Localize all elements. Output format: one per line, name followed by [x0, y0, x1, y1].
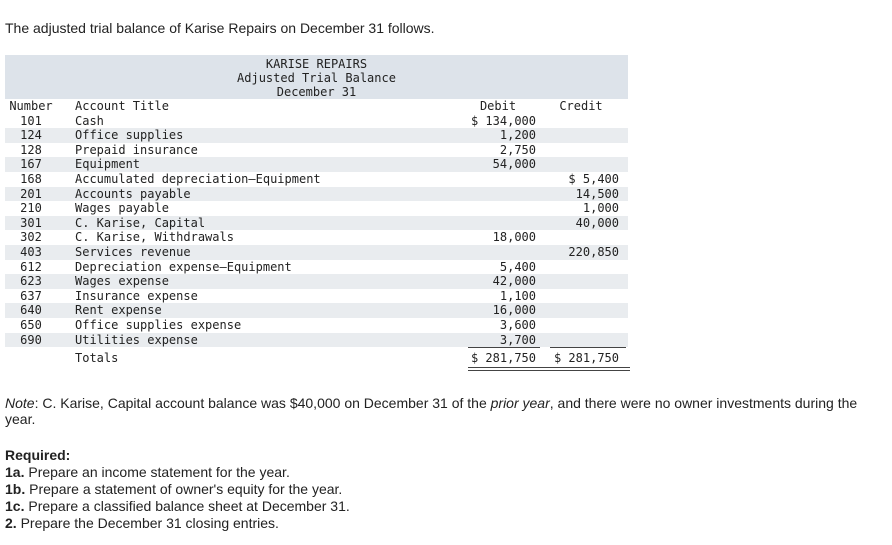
note-text-2: , and there were no owner investments during the year. [5, 395, 858, 427]
table-row [5, 318, 628, 333]
account-number: 403 [20, 244, 42, 259]
credit-amount: 220,850 [568, 244, 619, 259]
account-title: Depreciation expense—Equipment [75, 259, 292, 274]
account-number: 637 [20, 288, 42, 303]
required-heading: Required: [5, 447, 71, 463]
required-item: 1a. Prepare an income statement for the year. [5, 464, 290, 480]
account-number: 167 [20, 157, 42, 172]
table-row [5, 187, 628, 202]
header-debit: Debit [479, 99, 517, 113]
table-row [5, 289, 628, 304]
account-title: C. Karise, Withdrawals [75, 230, 234, 245]
account-number: 210 [20, 201, 42, 216]
account-number: 201 [20, 186, 42, 201]
required-item: 2. Prepare the December 31 closing entries. [5, 515, 279, 531]
note-paragraph [5, 395, 890, 427]
account-title: Utilities expense [75, 332, 198, 347]
intro-text: The adjusted trial balance of Karise Repairs on December 31 follows. [5, 20, 435, 36]
header-number: Number [9, 99, 53, 113]
credit-amount: 1,000 [582, 201, 619, 216]
debit-amount: 1,200 [499, 128, 536, 143]
table-row [5, 230, 628, 245]
trial-balance-table [5, 55, 628, 369]
table-row [5, 216, 628, 231]
account-number: 168 [20, 171, 42, 186]
account-title: Services revenue [75, 244, 191, 259]
column-headers [5, 99, 628, 114]
table-heading [5, 55, 628, 99]
debit-amount: 16,000 [492, 303, 536, 318]
account-number: 101 [20, 113, 42, 128]
account-title: Wages payable [75, 201, 169, 216]
account-title: Rent expense [75, 303, 162, 318]
account-title: Prepaid insurance [75, 142, 198, 157]
debit-amount: 54,000 [492, 157, 536, 172]
note-text-1: : C. Karise, Capital account balance was $40,000 on December 31 of the [34, 395, 491, 411]
table-row [5, 274, 628, 289]
table-row [5, 260, 628, 275]
debit-amount: 42,000 [492, 274, 536, 289]
account-number: 650 [20, 317, 42, 332]
table-row [5, 157, 628, 172]
account-title: C. Karise, Capital [75, 215, 206, 230]
totals-label: Totals [75, 351, 119, 366]
account-number: 623 [20, 274, 42, 289]
table-body [5, 114, 628, 348]
credit-amount: $ 5,400 [568, 171, 619, 186]
credit-amount: 14,500 [575, 186, 619, 201]
debit-amount: 3,700 [499, 332, 536, 347]
debit-amount: 3,600 [499, 317, 536, 332]
statement-title: Adjusted Trial Balance [237, 71, 396, 85]
table-row [5, 172, 628, 187]
debit-amount: 5,400 [499, 259, 536, 274]
totals-debit: $ 281,750 [470, 351, 536, 366]
statement-date: December 31 [276, 85, 357, 99]
note-emphasis: prior year [490, 395, 550, 411]
account-title: Accounts payable [75, 186, 191, 201]
account-number: 612 [20, 259, 42, 274]
account-title: Accumulated depreciation—Equipment [75, 171, 321, 186]
note-label: Note [5, 395, 35, 411]
header-credit: Credit [559, 99, 603, 113]
table-row [5, 128, 628, 143]
account-title: Office supplies expense [75, 317, 242, 332]
debit-amount: 1,100 [499, 288, 536, 303]
account-number: 128 [20, 142, 42, 157]
account-number: 124 [20, 128, 42, 143]
account-number: 301 [20, 215, 42, 230]
account-title: Office supplies [75, 128, 184, 143]
totals-credit: $ 281,750 [553, 351, 619, 366]
header-account: Account Title [75, 99, 169, 113]
account-number: 640 [20, 303, 42, 318]
table-row [5, 143, 628, 158]
debit-amount: $ 134,000 [470, 113, 536, 128]
account-number: 690 [20, 332, 42, 347]
debit-amount: 18,000 [492, 230, 536, 245]
table-row [5, 333, 628, 348]
account-title: Insurance expense [75, 288, 198, 303]
table-row [5, 303, 628, 318]
account-title: Cash [75, 113, 104, 128]
credit-amount: 40,000 [575, 215, 619, 230]
account-title: Wages expense [75, 274, 169, 289]
account-title: Equipment [75, 157, 141, 172]
debit-amount: 2,750 [499, 142, 536, 157]
account-number: 302 [20, 230, 42, 245]
table-row [5, 201, 628, 216]
totals-row [5, 347, 628, 369]
required-item: 1b. Prepare a statement of owner's equity for the year. [5, 481, 343, 497]
table-row [5, 114, 628, 129]
company-name: KARISE REPAIRS [265, 57, 368, 71]
double-rule-top [468, 367, 630, 368]
table-row [5, 245, 628, 260]
required-section [5, 447, 350, 532]
double-rule-bottom [468, 370, 630, 371]
required-item: 1c. Prepare a classified balance sheet at December 31. [5, 498, 350, 514]
